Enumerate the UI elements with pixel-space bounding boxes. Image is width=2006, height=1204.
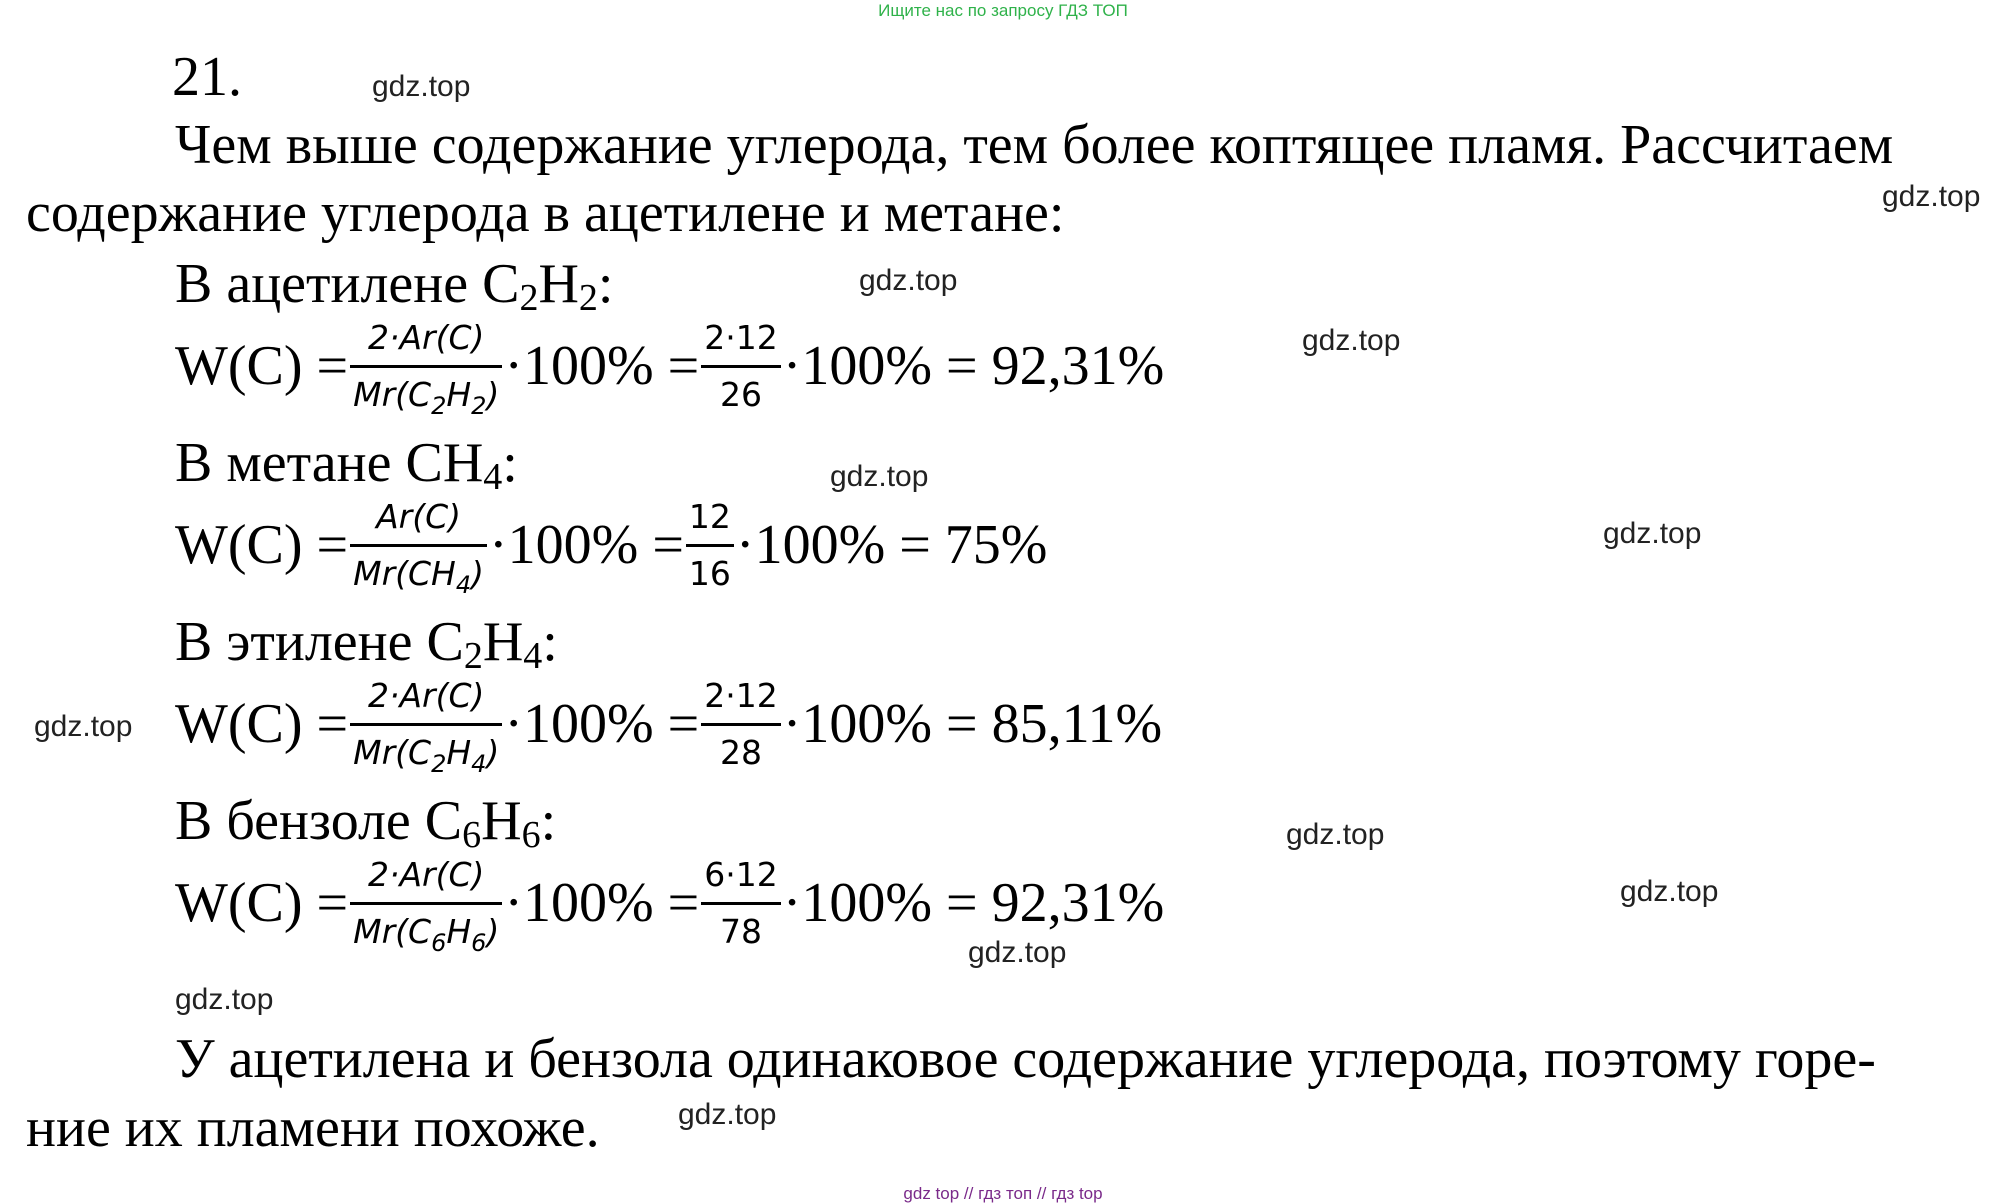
watermark: gdz.top <box>1603 517 1702 550</box>
watermark: gdz.top <box>859 264 958 297</box>
fraction-symbolic: $\frac{Ar(C)}{Mr(CH_4)}$ <box>350 494 487 597</box>
fraction-numeric: $\frac{2\cdot 12}{26}$ <box>701 315 780 418</box>
watermark: gdz.top <box>175 983 274 1016</box>
fraction-numeric: $\frac{6\cdot 12}{78}$ <box>701 852 780 955</box>
fraction-symbolic: $\frac{2\cdot Ar(C)}{Mr(C_2H_4)}$ <box>350 673 502 776</box>
watermark: gdz.top <box>1302 324 1401 357</box>
conclusion-line-1: У ацетилена и бензола одинаковое содержание углерода, поэтому горе- <box>175 1028 1876 1090</box>
formula-row-acetylene: W(C) = $\frac{2\cdot Ar(C)}{Mr(C_2H_2)}$ ·100% = $\frac{2\cdot 12}{26}$ ·100% = 92,31% <box>175 306 1164 426</box>
footer-links[interactable]: gdz top // гдз топ // гдз top <box>903 1184 1103 1203</box>
formula-row-ethylene: W(C) = $\frac{2\cdot Ar(C)}{Mr(C_2H_4)}$ ·100% = $\frac{2\cdot 12}{28}$ ·100% = 85,11% <box>175 664 1162 784</box>
watermark: gdz.top <box>1286 818 1385 851</box>
watermark: gdz.top <box>1620 875 1719 908</box>
intro-line-2: содержание углерода в ацетилене и метане: <box>26 182 1065 244</box>
watermark: gdz.top <box>678 1098 777 1131</box>
section-heading-methane: В метане $CH_4$: <box>175 432 518 498</box>
section-heading-ethylene: В этилене $C_2H_4$: <box>175 611 558 677</box>
formula-row-benzene: W(C) = $\frac{2\cdot Ar(C)}{Mr(C_6H_6)}$ ·100% = $\frac{6\cdot 12}{78}$ ·100% = 92,31% <box>175 843 1164 963</box>
formula-ethylene: $C_2H_4$ <box>426 611 543 677</box>
watermark: gdz.top <box>830 460 929 493</box>
formula-benzene: $C_6H_6$ <box>424 790 541 856</box>
fraction-symbolic: $\frac{2\cdot Ar(C)}{Mr(C_2H_2)}$ <box>350 315 502 418</box>
formula-row-methane: W(C) = $\frac{Ar(C)}{Mr(CH_4)}$ ·100% = $\frac{12}{16}$ ·100% = 75% <box>175 485 1047 605</box>
top-banner[interactable]: Ищите нас по запросу ГДЗ ТОП <box>878 1 1128 20</box>
fraction-symbolic: $\frac{2\cdot Ar(C)}{Mr(C_6H_6)}$ <box>350 852 502 955</box>
section-heading-acetylene: В ацетилене $C_2H_2$: <box>175 253 614 319</box>
watermark: gdz.top <box>1882 180 1981 213</box>
fraction-numeric: $\frac{12}{16}$ <box>686 494 734 597</box>
conclusion-line-2: ние их пламени похоже. <box>26 1097 600 1159</box>
problem-number: 21. <box>172 46 242 108</box>
formula-acetylene: $C_2H_2$ <box>482 253 598 319</box>
section-heading-benzene: В бензоле $C_6H_6$: <box>175 790 557 856</box>
formula-methane: $CH_4$ <box>405 432 503 498</box>
fraction-numeric: $\frac{2\cdot 12}{28}$ <box>701 673 780 776</box>
watermark: gdz.top <box>372 70 471 103</box>
watermark: gdz.top <box>968 936 1067 969</box>
intro-line-1: Чем выше содержание углерода, тем более коптящее пламя. Рассчитаем <box>175 114 1894 176</box>
watermark: gdz.top <box>34 710 133 743</box>
